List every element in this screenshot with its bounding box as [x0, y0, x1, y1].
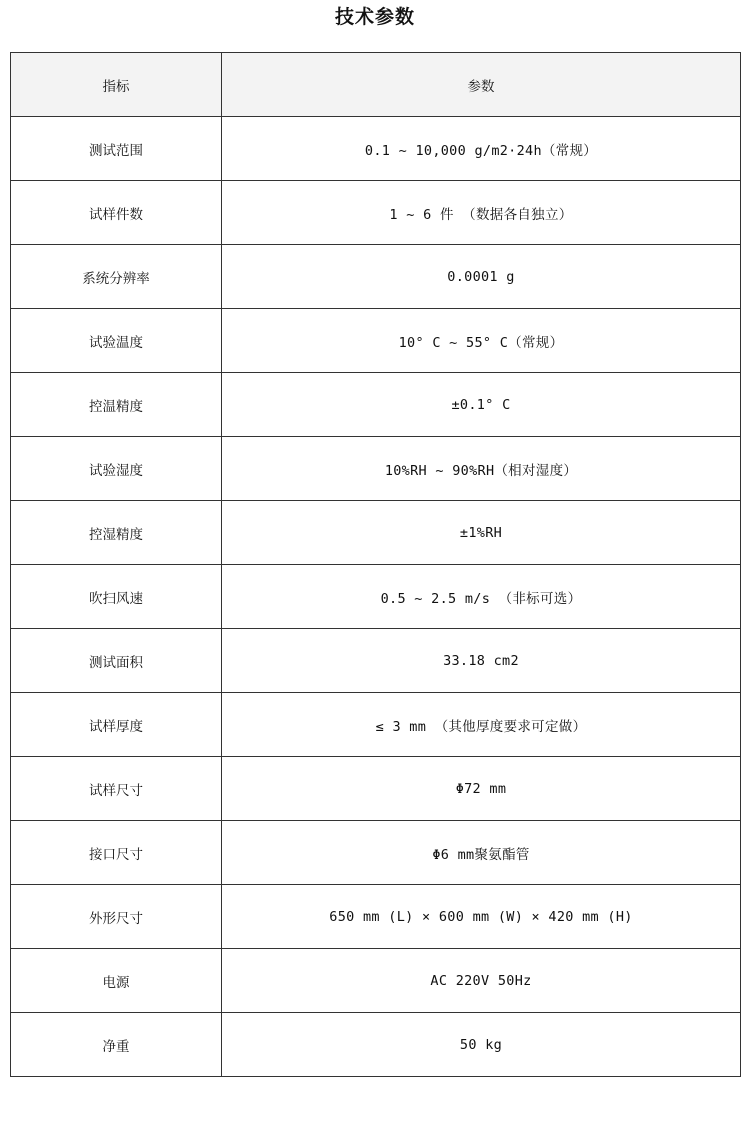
- table-row: [11, 757, 741, 821]
- row-value: ≤ 3 mm （其他厚度要求可定做）: [222, 693, 741, 757]
- table-header-row: [11, 53, 741, 117]
- table-row: [11, 437, 741, 501]
- row-value: 0.5 ~ 2.5 m/s （非标可选）: [222, 565, 741, 629]
- table-row: [11, 1013, 741, 1077]
- row-value: 10%RH ~ 90%RH（相对湿度）: [222, 437, 741, 501]
- row-indicator: 试样尺寸: [11, 757, 222, 821]
- table-row: [11, 693, 741, 757]
- row-value: 1 ~ 6 件 （数据各自独立）: [222, 181, 741, 245]
- row-value: 50 kg: [222, 1013, 741, 1077]
- table-row: [11, 565, 741, 629]
- row-value: ±0.1° C: [222, 373, 741, 437]
- table-row: [11, 629, 741, 693]
- table-row: [11, 309, 741, 373]
- row-indicator: 吹扫风速: [11, 565, 222, 629]
- row-indicator: 测试面积: [11, 629, 222, 693]
- table-row: [11, 501, 741, 565]
- table-row: [11, 373, 741, 437]
- table-row: [11, 949, 741, 1013]
- row-indicator: 净重: [11, 1013, 222, 1077]
- row-indicator: 测试范围: [11, 117, 222, 181]
- table-row: [11, 181, 741, 245]
- row-value: Φ6 mm聚氨酯管: [222, 821, 741, 885]
- row-value: 650 mm (L) × 600 mm (W) × 420 mm (H): [222, 885, 741, 949]
- row-value: Φ72 mm: [222, 757, 741, 821]
- row-value: ±1%RH: [222, 501, 741, 565]
- row-indicator: 外形尺寸: [11, 885, 222, 949]
- row-indicator: 控温精度: [11, 373, 222, 437]
- table-row: [11, 245, 741, 309]
- row-value: 0.0001 g: [222, 245, 741, 309]
- row-indicator: 试样厚度: [11, 693, 222, 757]
- spec-table: [10, 52, 741, 1077]
- row-indicator: 试验温度: [11, 309, 222, 373]
- row-value: 33.18 cm2: [222, 629, 741, 693]
- row-value: 10° C ~ 55° C（常规）: [222, 309, 741, 373]
- row-indicator: 试验湿度: [11, 437, 222, 501]
- row-value: 0.1 ~ 10,000 g/m2·24h（常规）: [222, 117, 741, 181]
- page-title: 技术参数: [334, 6, 415, 28]
- row-indicator: 接口尺寸: [11, 821, 222, 885]
- row-indicator: 系统分辨率: [11, 245, 222, 309]
- header-indicator: 指标: [11, 53, 222, 117]
- header-parameter: 参数: [222, 53, 741, 117]
- table-row: [11, 117, 741, 181]
- table-row: [11, 885, 741, 949]
- row-indicator: 试样件数: [11, 181, 222, 245]
- row-value: AC 220V 50Hz: [222, 949, 741, 1013]
- row-indicator: 控湿精度: [11, 501, 222, 565]
- row-indicator: 电源: [11, 949, 222, 1013]
- table-row: [11, 821, 741, 885]
- spec-table-body: [11, 117, 741, 1077]
